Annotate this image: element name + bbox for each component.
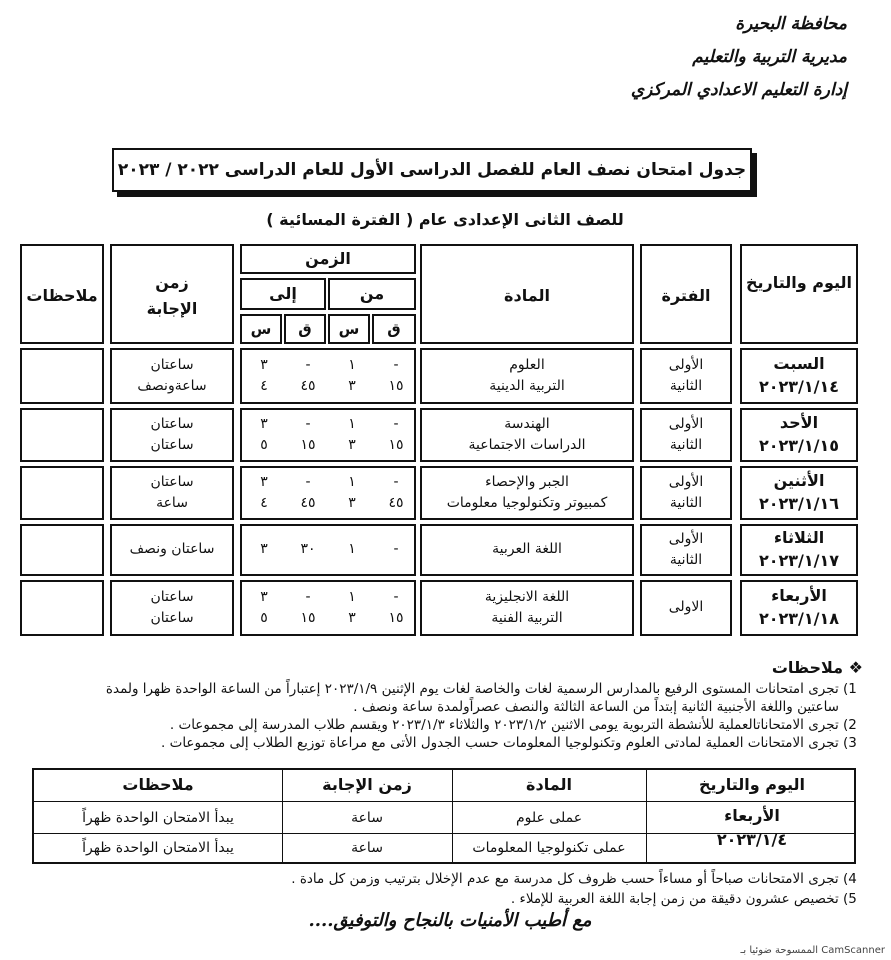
header-from-hour: [328, 314, 370, 344]
document-title-box: [112, 148, 752, 192]
note-2-text: تجرى الامتحاناتالعملية للأنشطة التربوية يومى الاثنين ٢٠٢٣/١/٢ والثلاثاء ٢٠٢٣/١/٣ ويقسم طلاب المدرسة إلى مجموعات .: [169, 717, 839, 733]
row3-to-hour2: ٤: [260, 495, 268, 511]
row5-period1: الاولى: [668, 599, 704, 615]
practical-exams-table: [32, 768, 856, 864]
exam-schedule-table: [18, 242, 860, 640]
row2-period2: الثانية: [669, 437, 703, 453]
letterhead: [547, 8, 847, 107]
row2-to-hour2: ٥: [260, 437, 268, 453]
row1-from-hour1: ١: [348, 357, 356, 373]
row2-from-hour1: ١: [348, 416, 356, 432]
row3-period-cell: [640, 466, 732, 520]
row2-day-cell: [740, 408, 858, 462]
row1-answer1: ساعتان: [150, 357, 194, 373]
practical-row-1-subject: عملى علوم: [515, 810, 583, 826]
row5-notes-cell: [20, 580, 104, 636]
note-5: [511, 890, 863, 908]
row3-from-hour2: ٣: [348, 495, 356, 511]
row5-answer2: ساعتان: [150, 610, 194, 626]
header-notes-label: ملاحظات: [26, 286, 98, 305]
row1-day-cell: [740, 348, 858, 404]
row3-time-cell: [240, 466, 416, 520]
administration-line: إدارة التعليم الاعدادي المركزي: [630, 80, 847, 100]
row3-subject-cell: [420, 466, 634, 520]
row5-subject1: اللغة الانجليزية: [484, 589, 570, 605]
row1-period-cell: [640, 348, 732, 404]
header-to-label: إلى: [269, 284, 297, 303]
row2-notes-cell: [20, 408, 104, 462]
row2-from-min2: ١٥: [388, 437, 404, 453]
row4-answer-cell: [110, 524, 234, 576]
practical-day: الأربعاء: [724, 806, 780, 825]
row1-to-hour1: ٣: [260, 357, 268, 373]
practical-row-2-answer: ساعة: [351, 840, 383, 856]
row5-period-cell: [640, 580, 732, 636]
practical-date: ٢٠٢٣/١/٤: [716, 830, 788, 849]
row4-to-min1: ٣٠: [300, 541, 316, 557]
governorate-line: محافظة البحيرة: [735, 14, 847, 34]
header-notes: [20, 244, 104, 344]
practical-header-answer-time: زمن الإجابة: [322, 775, 412, 794]
row4-answer1: ساعتان ونصف: [129, 541, 215, 557]
practical-row-1-answer: ساعة: [351, 810, 383, 826]
header-period: [640, 244, 732, 344]
row2-from-hour2: ٣: [348, 437, 356, 453]
row1-period1: الأولى: [668, 357, 704, 373]
document-title: جدول امتحان نصف العام للفصل الدراسى الأول للعام الدراسى ٢٠٢٢ / ٢٠٢٣: [117, 160, 747, 180]
header-from-label: من: [359, 284, 385, 303]
row2-subject2: الدراسات الاجتماعية: [468, 437, 586, 453]
row5-from-min2: ١٥: [388, 610, 404, 626]
row1-subject2: التربية الدينية: [489, 378, 565, 394]
row1-time-cell: [240, 348, 416, 404]
grade-subtitle: للصف الثانى الإعدادى عام ( الفترة المسائية ): [266, 210, 624, 229]
note-1-number: 1): [843, 681, 857, 697]
row1-date: ٢٠٢٣/١/١٤: [758, 377, 840, 396]
row4-from-min1: -: [393, 541, 399, 557]
header-to: [240, 278, 326, 310]
row4-to-hour1: ٣: [260, 541, 268, 557]
row2-subject-cell: [420, 408, 634, 462]
row3-day-cell: [740, 466, 858, 520]
row2-time-cell: [240, 408, 416, 462]
row3-from-min2: ٤٥: [388, 495, 404, 511]
row4-day: الثلاثاء: [773, 528, 825, 547]
note-4-number: 4): [843, 871, 857, 887]
diamond-bullet-icon: ❖: [843, 658, 863, 677]
header-day-date: [740, 244, 858, 344]
row2-day: الأحد: [779, 413, 819, 432]
camscanner-watermark: CamScanner الممسوحة ضوئيا بـ: [740, 945, 885, 956]
practical-header-subject: المادة: [526, 775, 572, 794]
row4-from-hour1: ١: [348, 541, 356, 557]
row2-answer2: ساعتان: [150, 437, 194, 453]
row2-to-min2: ١٥: [300, 437, 316, 453]
practical-header-day-date: اليوم والتاريخ: [698, 775, 806, 794]
row3-answer-cell: [110, 466, 234, 520]
header-time: [240, 244, 416, 274]
row4-day-cell: [740, 524, 858, 576]
row3-from-min1: -: [393, 474, 399, 490]
row5-to-hour2: ٥: [260, 610, 268, 626]
header-from-min: [372, 314, 416, 344]
row5-from-hour1: ١: [348, 589, 356, 605]
header-from-hour-label: س: [338, 320, 360, 338]
row3-to-min1: -: [305, 474, 311, 490]
row5-to-hour1: ٣: [260, 589, 268, 605]
practical-row-2-note: يبدأ الامتحان الواحدة ظهراً: [82, 840, 234, 856]
header-to-hour: [240, 314, 282, 344]
closing-wishes: مع أطيب الأمنيات بالنجاح والتوفيق....: [308, 910, 592, 931]
row1-from-min1: -: [393, 357, 399, 373]
row3-answer1: ساعتان: [150, 474, 194, 490]
row1-subject-cell: [420, 348, 634, 404]
notes-heading-label: ملاحظات: [771, 658, 844, 677]
note-3-text: تجرى الامتحانات العملية لمادتى العلوم وتكنولوجيا المعلومات حسب الجدول الأتى مع مراعاة توزيع الطلاب إلى مجموعات .: [161, 735, 839, 751]
row4-time-cell: [240, 524, 416, 576]
row1-notes-cell: [20, 348, 104, 404]
row2-period-cell: [640, 408, 732, 462]
header-time-label: الزمن: [305, 249, 351, 268]
row4-subject1: اللغة العربية: [492, 541, 562, 557]
row2-to-hour1: ٣: [260, 416, 268, 432]
row4-period1: الأولى: [668, 531, 704, 547]
header-subject: [420, 244, 634, 344]
row3-date: ٢٠٢٣/١/١٦: [758, 494, 840, 513]
row4-notes-cell: [20, 524, 104, 576]
row2-answer-cell: [110, 408, 234, 462]
row2-date: ٢٠٢٣/١/١٥: [758, 436, 840, 455]
row5-to-min1: -: [305, 589, 311, 605]
row3-period1: الأولى: [668, 474, 704, 490]
practical-header-notes: ملاحظات: [122, 775, 194, 794]
directorate-line: مديرية التربية والتعليم: [692, 47, 847, 67]
row5-subject-cell: [420, 580, 634, 636]
row1-answer-cell: [110, 348, 234, 404]
note-3-number: 3): [843, 735, 857, 751]
row3-subject2: كمبيوتر وتكنولوجيا معلومات: [446, 495, 608, 511]
row3-period2: الثانية: [669, 495, 703, 511]
header-to-min: [284, 314, 326, 344]
header-subject-label: المادة: [504, 286, 550, 305]
row5-day-cell: [740, 580, 858, 636]
practical-row-2-subject: عملى تكنولوجيا المعلومات: [472, 840, 626, 856]
row1-subject1: العلوم: [509, 357, 545, 373]
header-day-date-label: اليوم والتاريخ: [745, 273, 853, 292]
practical-row-1-note: يبدأ الامتحان الواحدة ظهراً: [82, 810, 234, 826]
row3-to-min2: ٤٥: [300, 495, 316, 511]
header-answer-time: [110, 244, 234, 344]
row5-from-hour2: ٣: [348, 610, 356, 626]
row3-from-hour1: ١: [348, 474, 356, 490]
row1-to-min2: ٤٥: [300, 378, 316, 394]
row4-period-cell: [640, 524, 732, 576]
row5-to-min2: ١٥: [300, 610, 316, 626]
row2-period1: الأولى: [668, 416, 704, 432]
row1-from-min2: ١٥: [388, 378, 404, 394]
row2-subject1: الهندسة: [504, 416, 550, 432]
header-to-hour-label: س: [250, 320, 272, 338]
row2-answer1: ساعتان: [150, 416, 194, 432]
row3-notes-cell: [20, 466, 104, 520]
note-4-text: تجرى الامتحانات صباحاً أو مساءاً حسب ظروف كل مدرسة مع عدم الإخلال بترتيب وزمن كل مادة .: [291, 871, 839, 887]
note-2: [170, 716, 863, 734]
row4-period2: الثانية: [669, 552, 703, 568]
row1-to-hour2: ٤: [260, 378, 268, 394]
note-5-number: 5): [843, 891, 857, 907]
row4-date: ٢٠٢٣/١/١٧: [758, 551, 840, 570]
row2-to-min1: -: [305, 416, 311, 432]
note-2-number: 2): [843, 717, 857, 733]
row1-answer2: ساعةونصف: [137, 378, 207, 394]
note-1-line-b: ساعتين واللغة الأجنبية الثانية إبتداً من الساعة الثالثة والنصف عصراًولمدة ساعة ونصف .: [353, 699, 839, 715]
header-to-min-label: ق: [298, 320, 312, 338]
header-from: [328, 278, 416, 310]
row5-day: الأربعاء: [771, 586, 827, 605]
row5-subject2: التربية الفنية: [491, 610, 563, 626]
note-1-line-a: [106, 680, 863, 698]
note-5-text: تخصيص عشرون دقيقة من زمن إجابة اللغة العربية للإملاء .: [510, 891, 839, 907]
row4-subject-cell: [420, 524, 634, 576]
row5-time-cell: [240, 580, 416, 636]
row3-subject1: الجبر والإحصاء: [485, 474, 569, 490]
header-from-min-label: ق: [387, 320, 401, 338]
row5-date: ٢٠٢٣/١/١٨: [758, 609, 840, 628]
note-1-text-a: تجرى امتحانات المستوى الرفيع بالمدارس الرسمية لغات والخاصة لغات يوم الإثنين ٢٠٢٣/١/٩ إعتباراً من الساعة الواحدة ظهرا ولمدة: [105, 681, 839, 697]
notes-heading: [772, 658, 863, 677]
row1-period2: الثانية: [669, 378, 703, 394]
row3-to-hour1: ٣: [260, 474, 268, 490]
note-4: [291, 870, 863, 888]
row1-from-hour2: ٣: [348, 378, 356, 394]
row3-answer2: ساعة: [156, 495, 188, 511]
row5-from-min1: -: [393, 589, 399, 605]
row2-from-min1: -: [393, 416, 399, 432]
row5-answer-cell: [110, 580, 234, 636]
row1-to-min1: -: [305, 357, 311, 373]
header-answer-time-label: زمن الإجابة: [146, 273, 198, 318]
row5-answer1: ساعتان: [150, 589, 194, 605]
header-period-label: الفترة: [661, 286, 711, 305]
row3-day: الأثنين: [773, 471, 825, 490]
note-3: [161, 734, 863, 752]
row1-day: السبت: [773, 354, 825, 373]
